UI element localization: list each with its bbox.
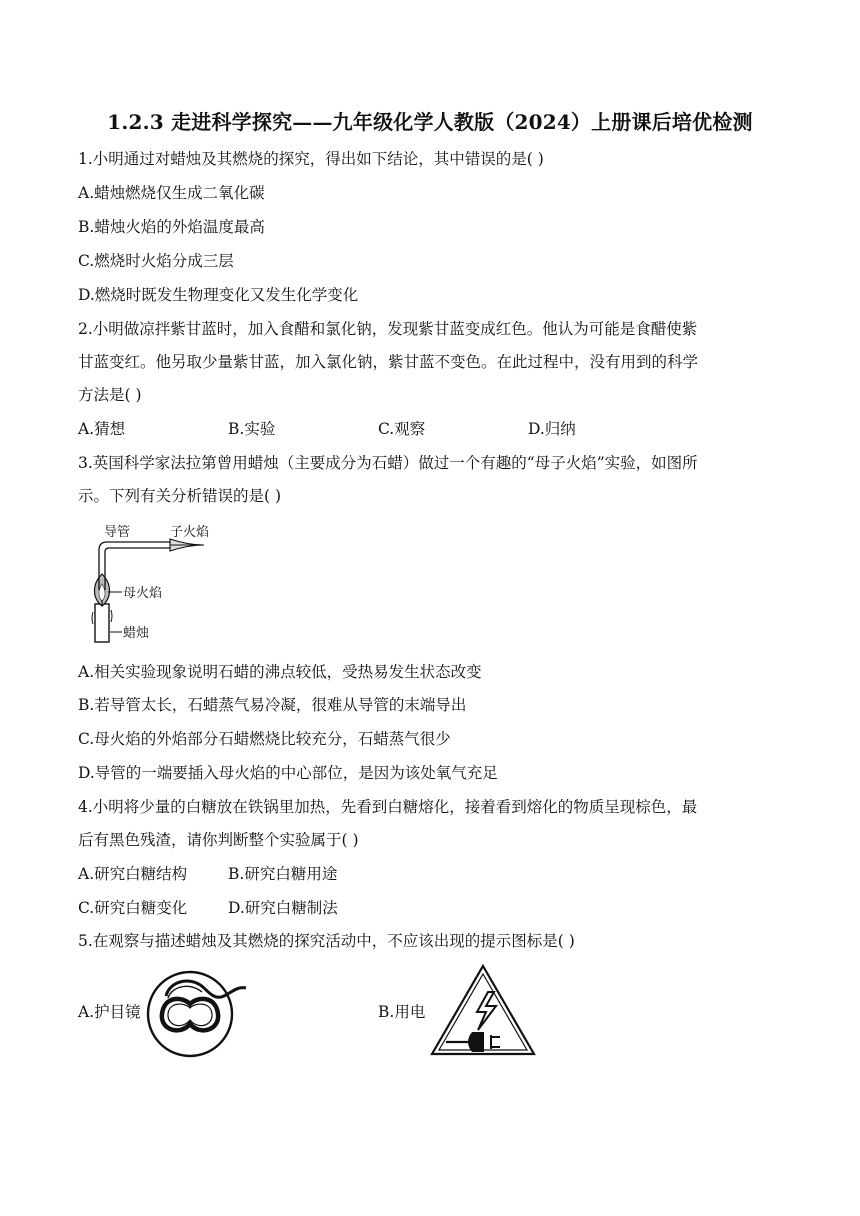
q3-option-c: C.母火焰的外焰部分石蜡燃烧比较充分，石蜡蒸气很少 [78, 730, 451, 748]
q5-option-a: A.护目镜 [78, 1003, 141, 1021]
label-tube: 导管 [104, 525, 131, 540]
q2-option-d: D.归纳 [528, 420, 576, 438]
q1-option-b: B.蜡烛火焰的外焰温度最高 [78, 218, 265, 236]
q4-option-c: C.研究白糖变化 [78, 899, 188, 917]
q2-stem-line-2: 甘蓝变红。他另取少量紫甘蓝，加入氯化钠，紫甘蓝不变色。在此过程中，没有用到的科学 [78, 353, 699, 371]
q5-stem: 5.在观察与描述蜡烛及其燃烧的探究活动中，不应该出现的提示图标是( ) [78, 932, 575, 950]
q4-options-row-2 [78, 897, 338, 919]
q2-option-a: A.猜想 [78, 420, 126, 438]
q2-options [78, 418, 576, 440]
q2-option-b: B.实验 [228, 420, 276, 438]
q1-option-d: D.燃烧时既发生物理变化又发生化学变化 [78, 286, 359, 304]
q4-options-row-1 [78, 863, 337, 885]
q3-option-b: B.若导管太长，石蜡蒸气易冷凝，很难从导管的末端导出 [78, 696, 467, 714]
label-candle: 蜡烛 [123, 626, 150, 641]
electricity-warning-icon [428, 962, 538, 1060]
q2-option-c: C.观察 [378, 420, 426, 438]
q4-option-b: B.研究白糖用途 [228, 865, 338, 883]
label-mother-flame: 母火焰 [123, 586, 163, 601]
q3-option-a: A.相关实验现象说明石蜡的沸点较低，受热易发生状态改变 [78, 663, 482, 681]
page-title: 1.2.3 走进科学探究——九年级化学人教版（2024）上册课后培优检测 [107, 110, 753, 134]
q3-option-d: D.导管的一端要插入母火焰的中心部位，是因为该处氧气充足 [78, 764, 498, 782]
q1-option-c: C.燃烧时火焰分成三层 [78, 252, 234, 270]
q3-stem-line-2: 示。下列有关分析错误的是( ) [78, 487, 282, 505]
q5-option-b: B.用电 [378, 1003, 426, 1021]
q2-stem-line-1: 2.小明做凉拌紫甘蓝时，加入食醋和氯化钠，发现紫甘蓝变成红色。他认为可能是食醋使紫 [78, 320, 698, 338]
goggles-icon [146, 966, 250, 1064]
q2-stem-line-3: 方法是( ) [78, 386, 142, 404]
q4-option-d: D.研究白糖制法 [228, 899, 338, 917]
q3-stem-line-1: 3.英国科学家法拉第曾用蜡烛（主要成分为石蜡）做过一个有趣的“母子火焰”实验，如图所 [78, 454, 698, 472]
label-child-flame: 子火焰 [170, 525, 210, 540]
q1-option-a: A.蜡烛燃烧仅生成二氧化碳 [78, 184, 265, 202]
q4-option-a: A.研究白糖结构 [78, 865, 188, 883]
q4-stem-line-1: 4.小明将少量的白糖放在铁锅里加热，先看到白糖熔化，接着看到熔化的物质呈现棕色，最 [78, 798, 698, 816]
q4-stem-line-2: 后有黑色残渣，请你判断整个实验属于( ) [78, 831, 359, 849]
mother-child-flame-figure [84, 520, 234, 650]
q1-stem: 1.小明通过对蜡烛及其燃烧的探究，得出如下结论，其中错误的是( ) [78, 150, 544, 168]
